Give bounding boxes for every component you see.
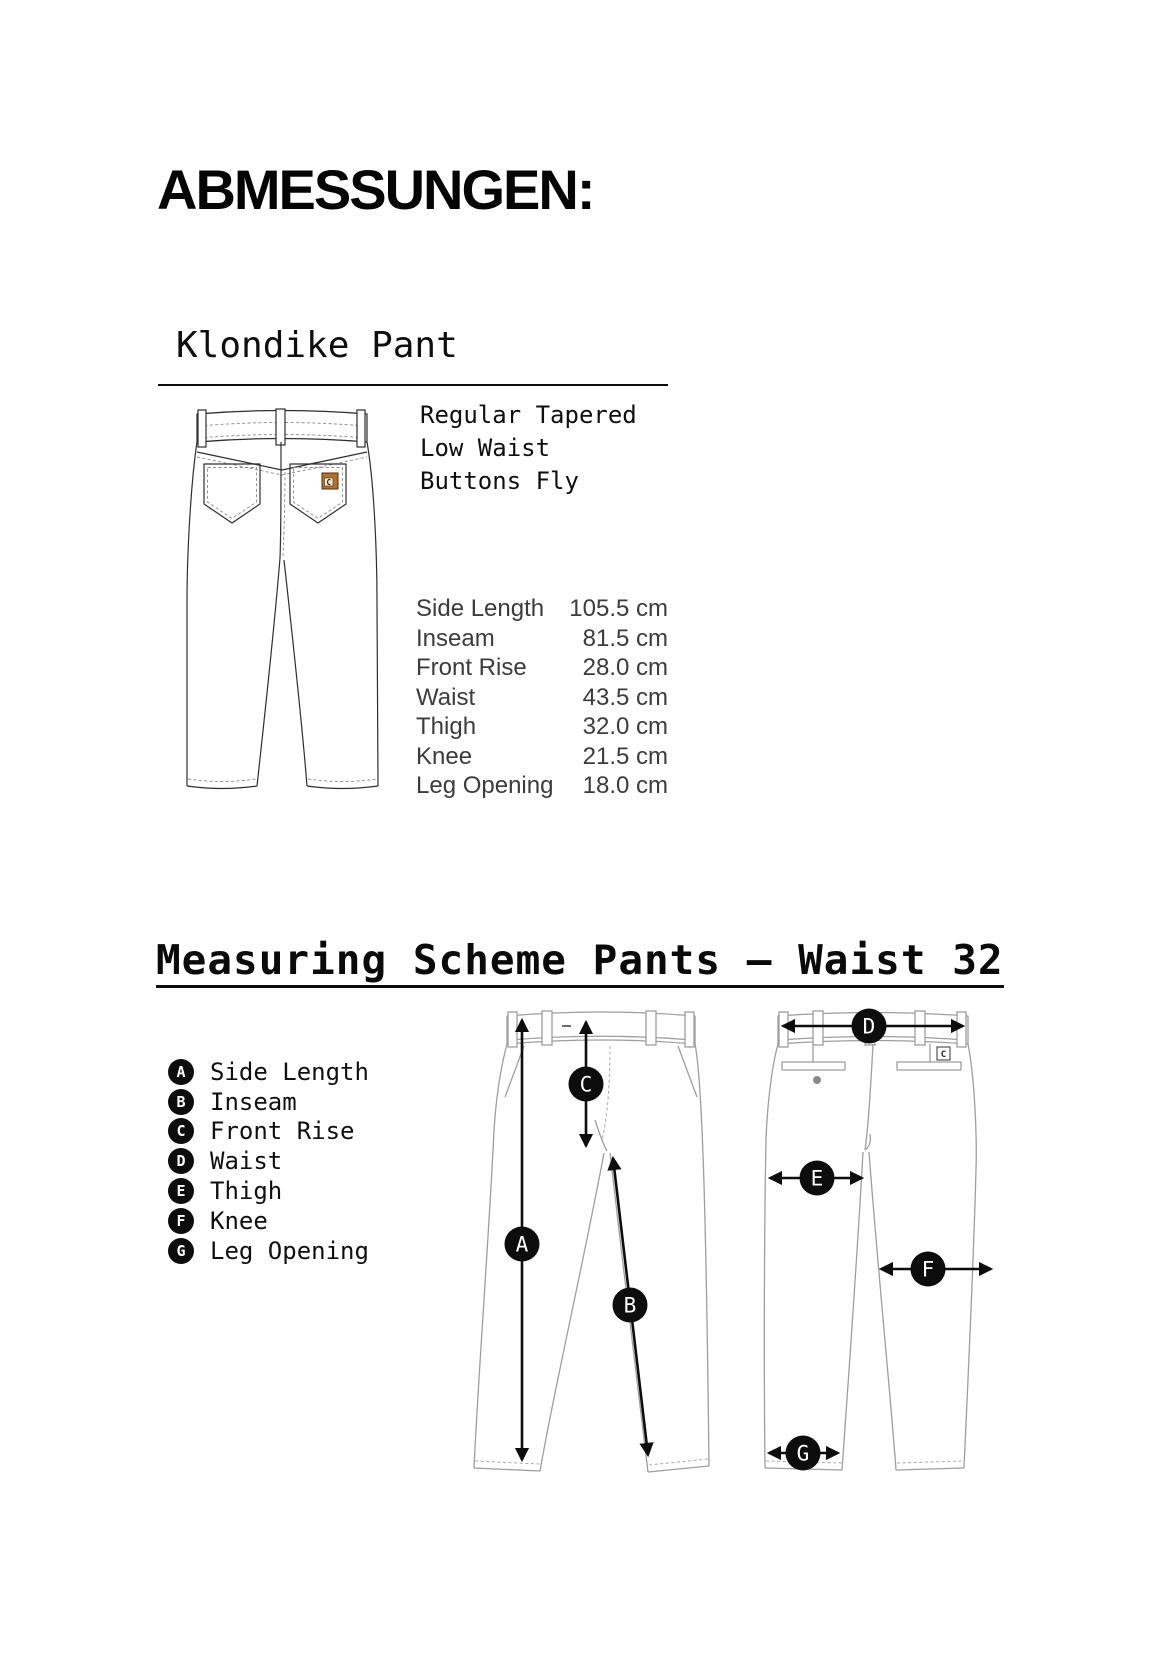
measurement-value: 105.5 cm <box>569 595 668 622</box>
measurement-value: 81.5 cm <box>582 624 668 652</box>
measurement-label: Knee <box>416 742 473 770</box>
measurement-row <box>416 742 668 772</box>
carhartt-label-icon <box>322 473 338 489</box>
legend-badge-f: F <box>168 1208 194 1234</box>
legend-badge-g: G <box>168 1238 194 1264</box>
fit-feature: Regular Tapered <box>420 401 637 429</box>
legend-item <box>168 1117 369 1147</box>
measurement-label: Inseam <box>416 624 495 652</box>
measurement-label: Side Length <box>416 595 545 622</box>
measurement-row <box>416 683 668 713</box>
legend-label: Knee <box>210 1206 268 1235</box>
legend-badge-b: B <box>168 1089 194 1115</box>
legend-label: Inseam <box>210 1087 297 1116</box>
measurement-value: 28.0 cm <box>582 654 668 681</box>
legend-badge-e: E <box>168 1178 194 1204</box>
measurement-row <box>416 594 668 624</box>
page-title: ABMESSUNGEN: <box>157 158 594 221</box>
measurement-label: Thigh <box>416 713 477 740</box>
marker-badge-b <box>613 1288 648 1323</box>
measurement-label: Waist <box>416 683 476 711</box>
marker-badge-g <box>786 1436 821 1471</box>
legend-item <box>168 1176 369 1206</box>
marker-badge-c <box>569 1067 604 1102</box>
fit-feature: Buttons Fly <box>420 467 579 495</box>
scheme-divider <box>156 985 1004 988</box>
measurement-label: Front Rise <box>416 654 527 681</box>
carhartt-label-icon-small <box>937 1047 950 1060</box>
svg-text:C: C <box>579 1072 593 1097</box>
legend-item <box>168 1236 369 1266</box>
legend-badge-d: D <box>168 1148 194 1174</box>
pants-backview-outline <box>764 1011 976 1470</box>
legend-item <box>168 1146 369 1176</box>
measurement-row <box>416 653 668 683</box>
measurement-value: 43.5 cm <box>582 683 668 711</box>
svg-text:E: E <box>810 1166 824 1191</box>
legend-label: Leg Opening <box>210 1236 369 1265</box>
fit-features <box>420 399 637 498</box>
legend-label: Thigh <box>210 1177 283 1206</box>
measurement-value: 32.0 cm <box>582 713 668 740</box>
svg-text:D: D <box>862 1014 876 1039</box>
svg-text:B: B <box>623 1293 637 1318</box>
marker-badge-f <box>911 1252 946 1287</box>
legend-item <box>168 1206 369 1236</box>
legend-label: Waist <box>210 1147 283 1176</box>
svg-text:C: C <box>326 478 332 488</box>
scheme-legend <box>168 1057 369 1266</box>
fit-feature: Low Waist <box>420 434 551 462</box>
marker-badge-d <box>852 1009 887 1044</box>
svg-text:C: C <box>940 1050 947 1060</box>
measurements-table <box>416 594 668 801</box>
pants-back-sketch <box>168 402 383 797</box>
svg-text:G: G <box>796 1441 810 1466</box>
product-divider <box>158 384 668 386</box>
legend-badge-c: C <box>168 1118 194 1144</box>
marker-badge-e <box>800 1161 835 1196</box>
front-view-diagram <box>452 1000 712 1480</box>
legend-item <box>168 1087 369 1117</box>
measurement-value: 18.0 cm <box>582 772 668 799</box>
legend-label: Side Length <box>210 1057 369 1086</box>
scheme-title: Measuring Scheme Pants – Waist 32 <box>156 936 1004 984</box>
measurement-label: Leg Opening <box>416 772 554 799</box>
pants-back-outline <box>187 409 378 789</box>
legend-badge-a: A <box>168 1059 194 1085</box>
back-view-diagram <box>725 1000 1015 1480</box>
marker-badge-a <box>505 1227 540 1262</box>
measurement-value: 21.5 cm <box>582 742 668 770</box>
measurement-row <box>416 771 668 801</box>
svg-text:F: F <box>921 1257 935 1282</box>
legend-item <box>168 1057 369 1087</box>
svg-text:A: A <box>515 1232 529 1257</box>
measure-arrows-back <box>769 1026 991 1453</box>
measurement-row <box>416 624 668 654</box>
product-name: Klondike Pant <box>176 325 458 366</box>
legend-label: Front Rise <box>210 1117 355 1146</box>
measurement-row <box>416 712 668 742</box>
